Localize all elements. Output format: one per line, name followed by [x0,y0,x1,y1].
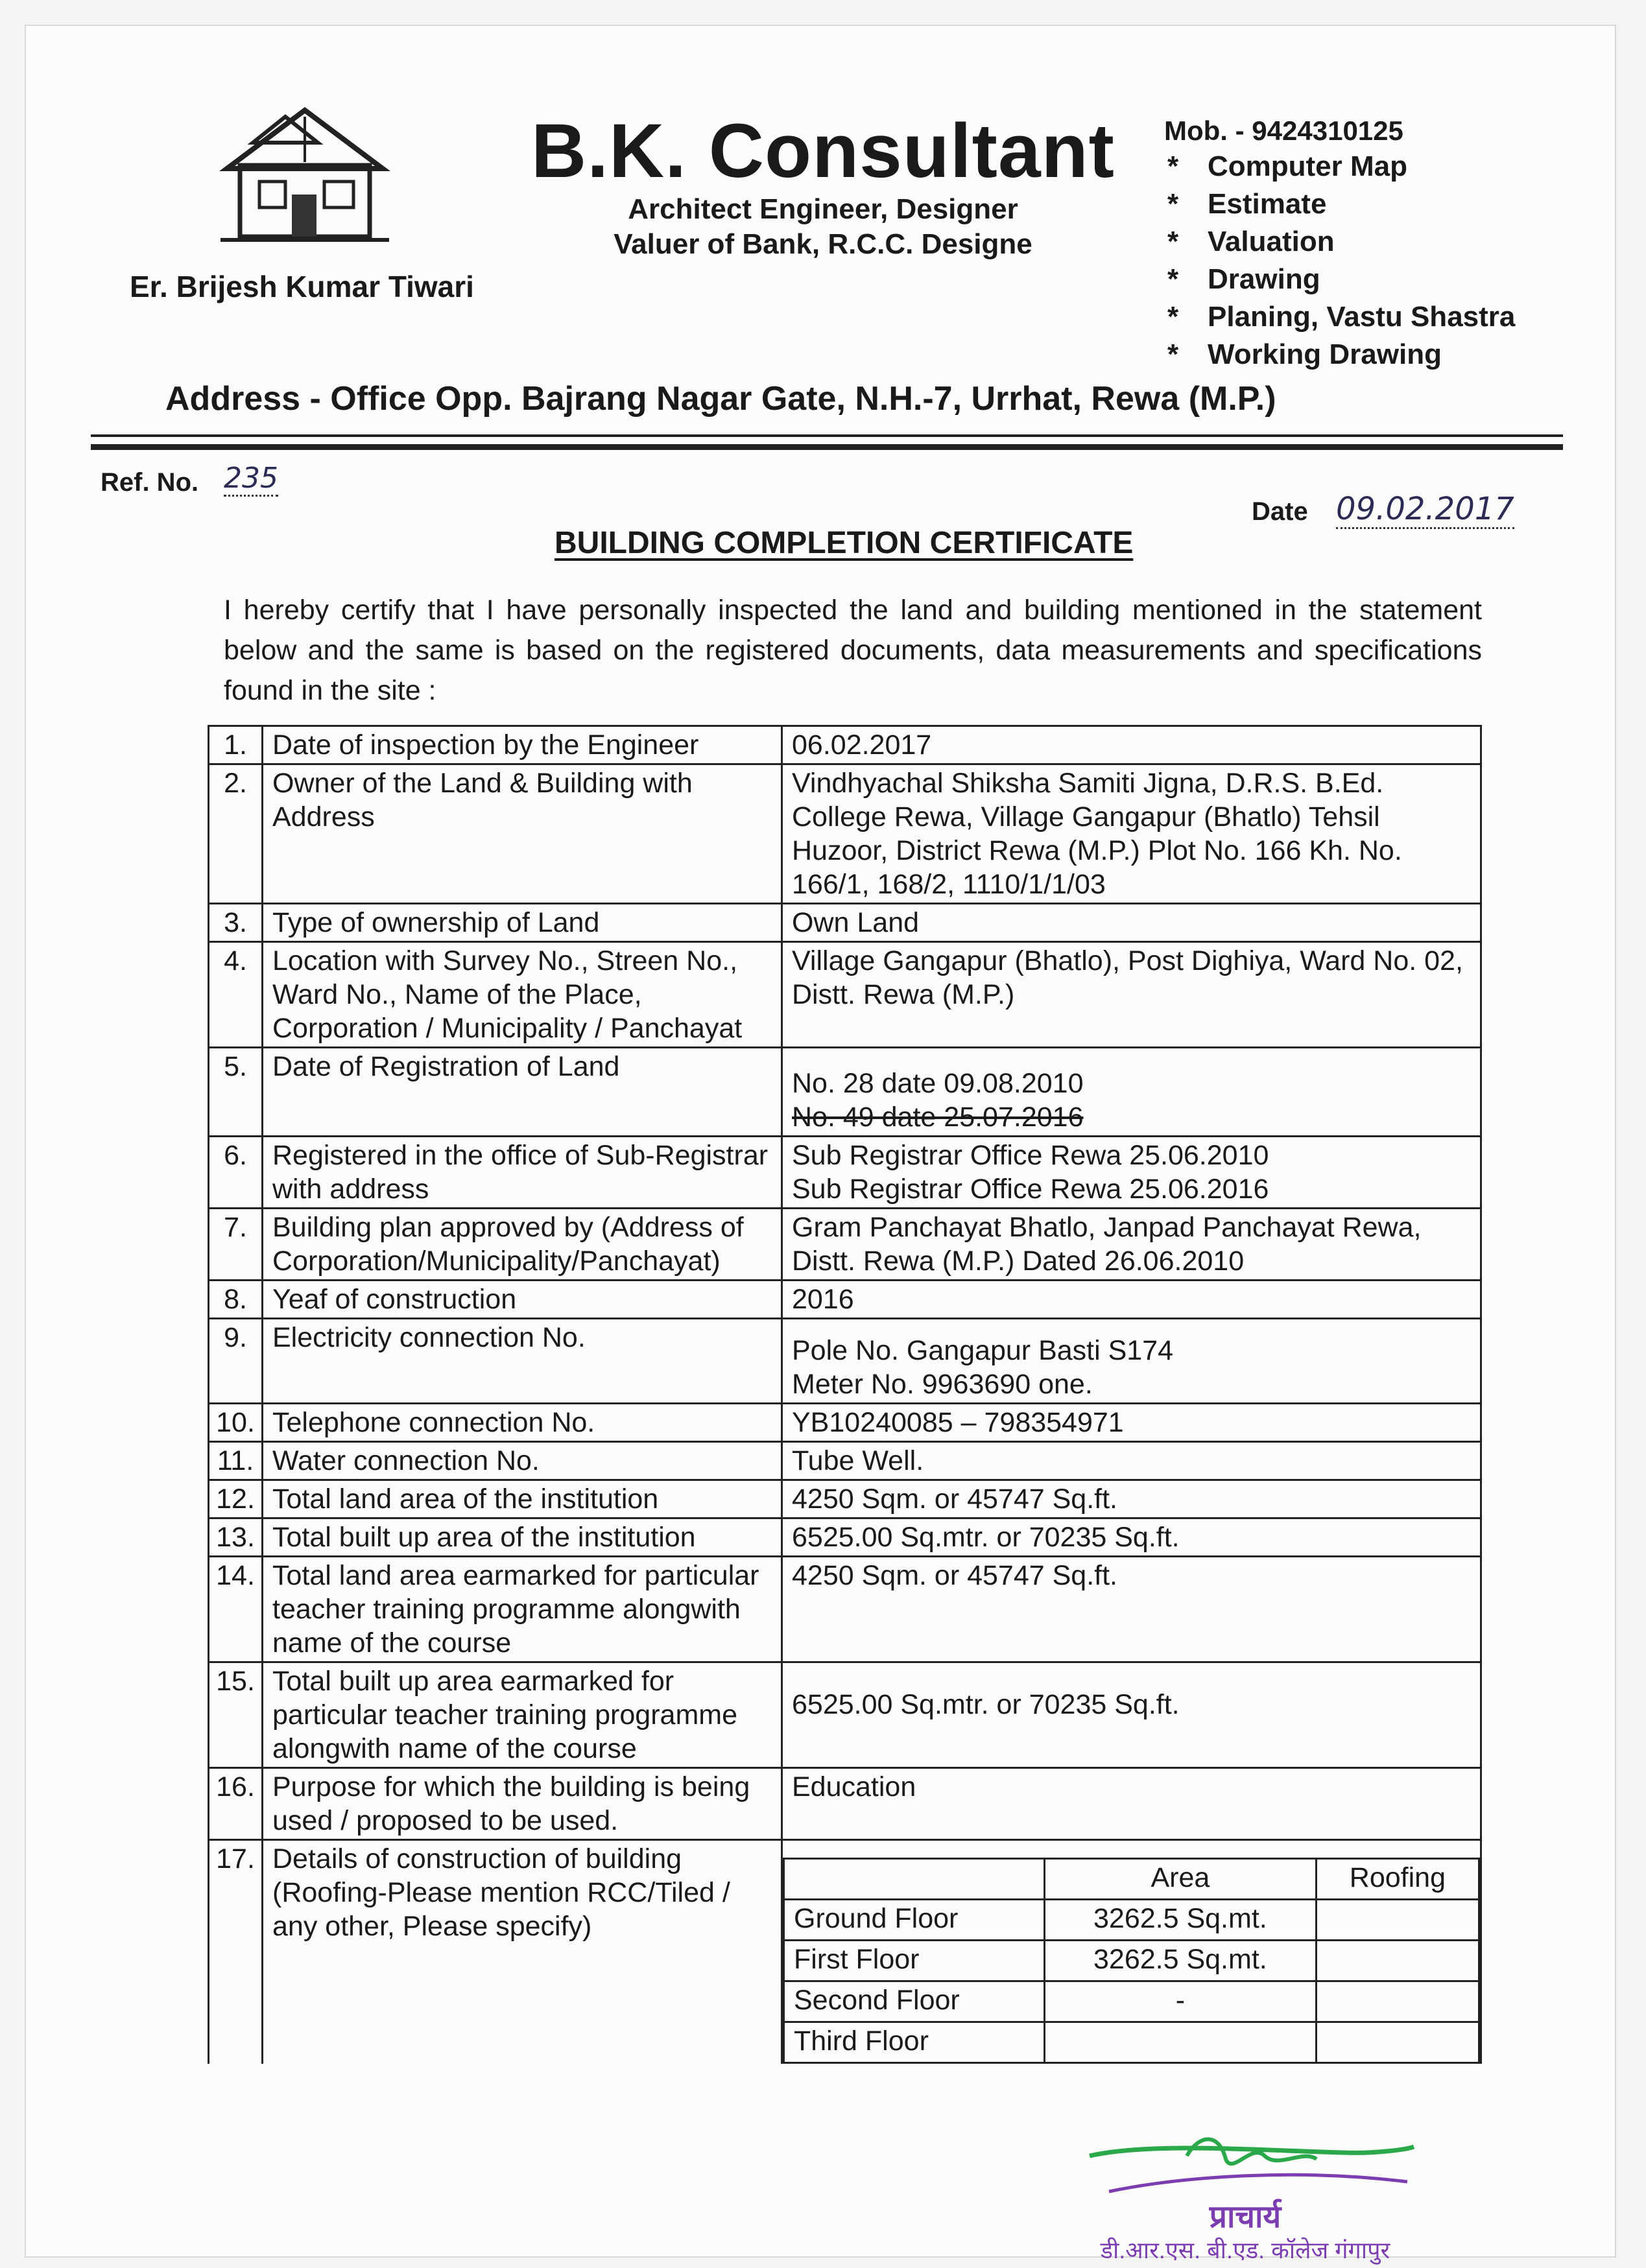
row-number: 16. [209,1768,263,1840]
row-value [782,1662,1481,1768]
table-row [209,1662,1481,1768]
service-item: * Working Drawing [1167,336,1515,373]
company-tagline-1: Architect Engineer, Designer [628,193,1018,225]
row-value: Education [782,1768,1481,1840]
date-value: 09.02.2017 [1336,491,1514,529]
floor-roofing [1316,1941,1479,1981]
details-table [208,725,1482,2064]
row-number: 5. [209,1048,263,1137]
floor-row [784,1900,1479,1941]
row-value [782,1137,1481,1209]
row-value: Own Land [782,904,1481,942]
ref-number: 235 [224,462,278,497]
row-value: Gram Panchayat Bhatlo, Janpad Panchayat Rewa, Distt. Rewa (M.P.) Dated 26.06.2010 [782,1209,1481,1281]
row-number: 2. [209,764,263,904]
service-item: * Estimate [1167,185,1515,223]
row-label: Date of Registration of Land [263,1048,782,1137]
row-value: 4250 Sqm. or 45747 Sq.ft. [782,1480,1481,1518]
registration-entry-2: No. 49 date 25.07.2016 [792,1102,1084,1133]
row-value: 2016 [782,1281,1481,1319]
services-list [1167,148,1515,373]
subregistrar-entry-2: Sub Registrar Office Rewa 25.06.2016 [792,1174,1269,1205]
floor-area: 3262.5 Sq.mt. [1044,1900,1316,1941]
floor-roofing [1316,1900,1479,1941]
floor-area: - [1044,1981,1316,2022]
row-number: 4. [209,942,263,1048]
builtup-earmarked-value: 6525.00 Sq.mtr. or 70235 Sq.ft. [792,1689,1180,1720]
row-label: Total land area of the institution [263,1480,782,1518]
office-address: Address - Office Opp. Bajrang Nagar Gate, N.H.-7, Urrhat, Rewa (M.P.) [165,380,1276,418]
row-number: 12. [209,1480,263,1518]
floor-name: Ground Floor [784,1900,1045,1941]
row-label: Purpose for which the building is being used / proposed to be used. [263,1768,782,1840]
row-number: 6. [209,1137,263,1209]
table-row [209,726,1481,764]
table-row [209,1768,1481,1840]
row-label: Yeaf of construction [263,1281,782,1319]
table-row [209,1518,1481,1557]
row-label: Telephone connection No. [263,1404,782,1442]
floor-row [784,1981,1479,2022]
company-tagline-2: Valuer of Bank, R.C.C. Designe [614,228,1032,260]
row-value: 06.02.2017 [782,726,1481,764]
row-value: 6525.00 Sq.mtr. or 70235 Sq.ft. [782,1518,1481,1557]
row-number: 1. [209,726,263,764]
table-row [209,764,1481,904]
row-label: Details of construction of building (Roofing-Please mention RCC/Tiled / any other, Please specify) [263,1840,782,2064]
row-number: 9. [209,1319,263,1404]
row-number: 13. [209,1518,263,1557]
table-row [209,1557,1481,1662]
certificate-intro: I hereby certify that I have personally inspected the land and building mentioned in the statement below and the same is based on the registered documents, data measurements and specifications found in the site : [224,595,1482,706]
row-value: Vindhyachal Shiksha Samiti Jigna, D.R.S. B.Ed. College Rewa, Village Gangapur (Bhatlo) Tehsil Huzoor, District Rewa (M.P.) Plot No. 166 Kh. No. 166/1, 168/2, 1110/1/1/03 [782,764,1481,904]
row-number: 17. [209,1840,263,2064]
floor-row [784,1941,1479,1981]
table-row [209,904,1481,942]
table-row [209,1480,1481,1518]
row-value: Tube Well. [782,1442,1481,1480]
row-label: Water connection No. [263,1442,782,1480]
table-row [209,1404,1481,1442]
electricity-pole: Pole No. Gangapur Basti S174 [792,1335,1174,1366]
floor-details-cell [782,1840,1481,2064]
floor-name: Second Floor [784,1981,1045,2022]
service-item: * Drawing [1167,261,1515,298]
stamp-subtext: डी.आर.एस. बी.एड. कॉलेज गंगापुर [1100,2237,1390,2263]
floor-area [1044,2022,1316,2063]
row-label: Registered in the office of Sub-Registrar with address [263,1137,782,1209]
row-label: Building plan approved by (Address of Corporation/Municipality/Panchayat) [263,1209,782,1281]
floor-header-roofing: Roofing [1316,1859,1479,1900]
table-row [209,1840,1481,2064]
row-label: Location with Survey No., Streen No., Ward No., Name of the Place, Corporation / Municipality / Panchayat [263,942,782,1048]
table-row [209,1281,1481,1319]
table-row [209,1137,1481,1209]
row-number: 7. [209,1209,263,1281]
row-number: 10. [209,1404,263,1442]
service-item: * Computer Map [1167,148,1515,185]
date-label: Date [1252,497,1308,526]
row-number: 15. [209,1662,263,1768]
row-number: 14. [209,1557,263,1662]
table-row [209,1209,1481,1281]
company-name: B.K. Consultant [531,108,1115,194]
row-number: 8. [209,1281,263,1319]
header-divider [91,434,1563,437]
ref-label: Ref. No. [101,468,199,497]
table-row [209,1319,1481,1404]
row-number: 11. [209,1442,263,1480]
mobile-number: Mob. - 9424310125 [1164,115,1403,146]
service-item: * Valuation [1167,223,1515,261]
floor-header-blank [784,1859,1045,1900]
row-value [782,1319,1481,1404]
floor-header-row [784,1859,1479,1900]
table-row [209,942,1481,1048]
stamp-text: प्राचार्य [1209,2200,1282,2234]
floor-row [784,2022,1479,2063]
header-divider-thick [91,444,1563,450]
row-label: Total land area earmarked for particular teacher training programme alongwith name of the course [263,1557,782,1662]
table-row [209,1048,1481,1137]
row-value: Village Gangapur (Bhatlo), Post Dighiya, Ward No. 02, Distt. Rewa (M.P.) [782,942,1481,1048]
row-number: 3. [209,904,263,942]
row-value: YB10240085 – 798354971 [782,1404,1481,1442]
table-row [209,1442,1481,1480]
row-label: Total built up area earmarked for particular teacher training programme alongwith name of the course [263,1662,782,1768]
subregistrar-entry-1: Sub Registrar Office Rewa 25.06.2010 [792,1140,1269,1171]
service-item: * Planing, Vastu Shastra [1167,298,1515,336]
floor-header-area: Area [1044,1859,1316,1900]
row-label: Type of ownership of Land [263,904,782,942]
floor-roofing [1316,1981,1479,2022]
row-value: 4250 Sqm. or 45747 Sq.ft. [782,1557,1481,1662]
floor-area: 3262.5 Sq.mt. [1044,1941,1316,1981]
row-label: Date of inspection by the Engineer [263,726,782,764]
row-label: Total built up area of the institution [263,1518,782,1557]
electricity-meter: Meter No. 9963690 one. [792,1369,1093,1400]
row-label: Electricity connection No. [263,1319,782,1404]
engineer-name: Er. Brijesh Kumar Tiwari [130,270,474,303]
floor-name: First Floor [784,1941,1045,1981]
registration-entry-1: No. 28 date 09.08.2010 [792,1068,1084,1099]
row-label: Owner of the Land & Building with Address [263,764,782,904]
certificate-title: BUILDING COMPLETION CERTIFICATE [555,526,1134,560]
floor-table [783,1858,1480,2064]
row-value [782,1048,1481,1137]
floor-name: Third Floor [784,2022,1045,2063]
floor-roofing [1316,2022,1479,2063]
